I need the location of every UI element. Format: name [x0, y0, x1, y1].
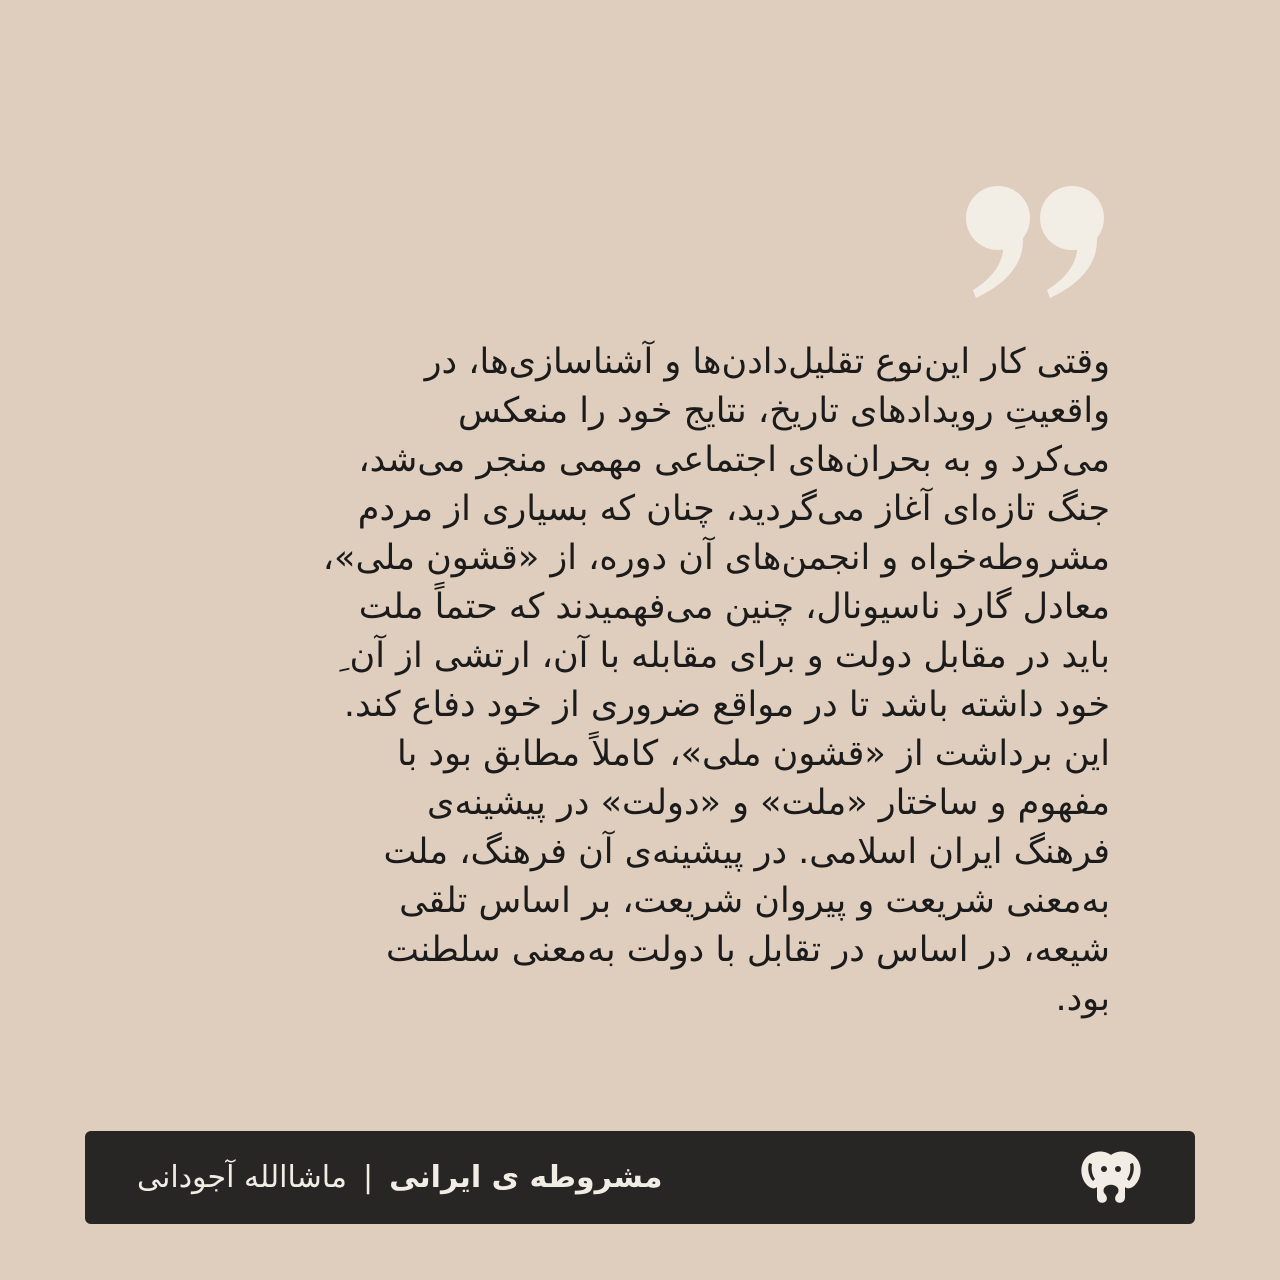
quote-line: به‌معنی شریعت و پیروان شریعت، بر اساس تلقی	[399, 881, 1110, 921]
quote-line: مشروطه‌خواه و انجمن‌های آن دوره، از «قشون ملی»،	[322, 538, 1110, 578]
quote-line: مفهوم و ساختار «ملت» و «دولت» در پیشینه‌ی	[427, 783, 1110, 823]
quote-line: معادل گارد ناسیونال، چنین می‌فهمیدند که حتماً ملت	[358, 587, 1110, 627]
quote-line: این برداشت از «قشون ملی»، کاملاً مطابق بود با	[397, 734, 1110, 774]
quote-line: بود.	[1055, 979, 1110, 1019]
quote-line: باید در مقابل دولت و برای مقابله با آن، ارتشی از آن ِ	[339, 636, 1110, 676]
quote-line: واقعیتِ رویدادهای تاریخ، نتایج خود را منعکس	[458, 391, 1110, 431]
book-title: مشروطه ی ایرانی	[389, 1160, 663, 1195]
quote-line: فرهنگ ایران اسلامی. در پیشینه‌ی آن فرهنگ، ملت	[383, 832, 1110, 872]
quote-line: جنگ تازه‌ای آغاز می‌گردید، چنان که بسیاری از مردم	[357, 489, 1110, 529]
separator: |	[362, 1160, 374, 1195]
quote-line: وقتی کار این‌نوع تقلیل‌دادن‌ها و آشناسازی‌ها، در	[424, 342, 1110, 382]
quote-text	[170, 338, 1110, 1024]
footer-bar	[85, 1131, 1195, 1224]
quote-line: خود داشته باشد تا در مواقع ضروری از خود دفاع کند.	[343, 685, 1110, 725]
elephant-icon	[1077, 1149, 1145, 1205]
closing-quote-icon	[960, 180, 1120, 300]
author-name: ماشاالله آجودانی	[137, 1160, 347, 1195]
quote-line: شیعه، در اساس در تقابل با دولت به‌معنی سلطنت	[386, 930, 1110, 970]
footer-credit	[137, 1131, 662, 1224]
quote-line: می‌کرد و به بحران‌های اجتماعی مهمی منجر می‌شد،	[358, 440, 1110, 480]
